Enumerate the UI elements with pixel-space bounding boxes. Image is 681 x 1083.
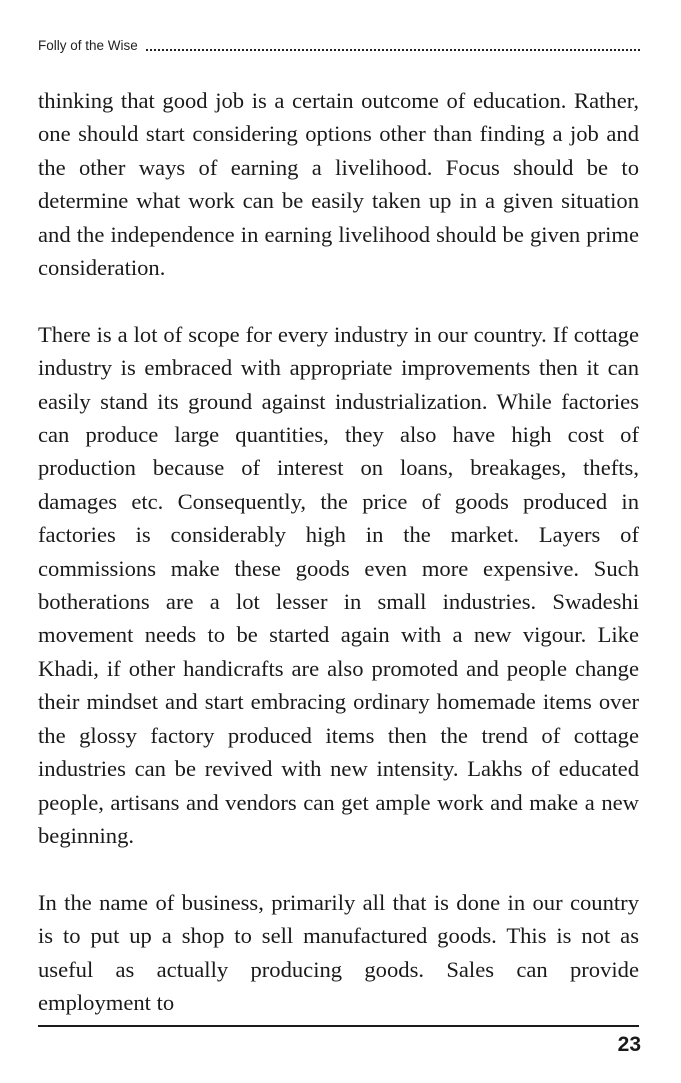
paragraph: thinking that good job is a certain outcome of education. Rather, one should start considering options other than finding a job and the other ways of earning a livelihood. Focus should be to determine what work can be easily taken up in a given situation and the independence in earning livelihood should be given prime consideration.	[38, 88, 639, 281]
running-head: Folly of the Wise	[38, 38, 138, 53]
paragraph: There is a lot of scope for every industry in our country. If cottage industry is embraced with appropriate improvements then it can easily stand its ground against industrialization. While factories can produce large quantities, they also have high cost of production because of interest on loans, breakages, thefts, damages etc. Consequently, the price of goods produced in factories is considerably high in the market. Layers of commissions make these goods even more expensive. Such botherations are a lot lesser in small industries. Swadeshi movement needs to be started again with a new vigour. Like Khadi, if other handicrafts are also promoted and people change their mindset and start embracing ordinary homemade items over the glossy factory produced items then the trend of cottage industries can be revived with new intensity. Lakhs of educated people, artisans and vendors can get ample work and make a new beginning.	[38, 321, 639, 848]
body-text	[38, 84, 639, 1019]
footer-rule	[38, 1025, 639, 1027]
header-dotted-leader	[146, 49, 640, 51]
page-header	[38, 36, 640, 54]
page-number: 23	[617, 1033, 641, 1056]
paragraph: In the name of business, primarily all that is done in our country is to put up a shop to sell manufactured goods. This is not as useful as actually producing goods. Sales can provide employment to	[38, 889, 639, 1015]
